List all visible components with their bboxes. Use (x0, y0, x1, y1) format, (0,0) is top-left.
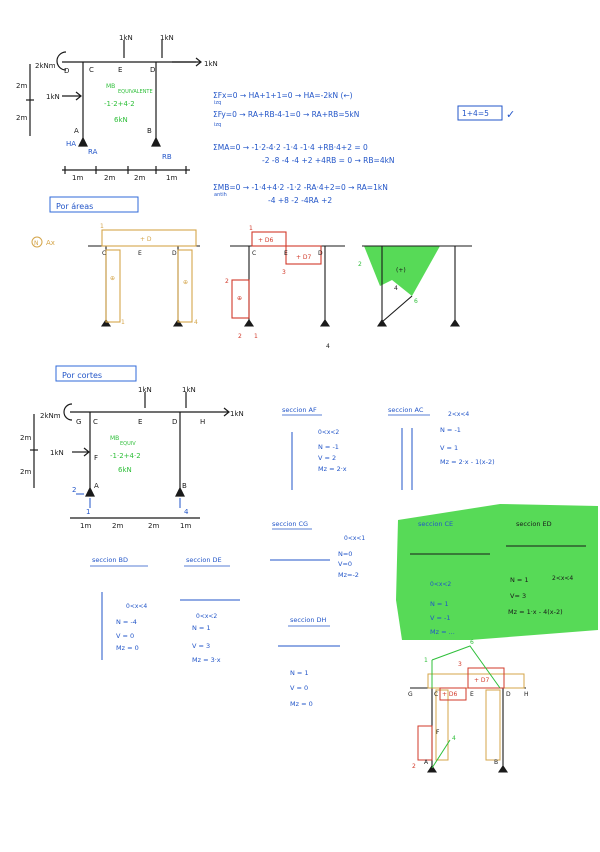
legend-n-label: Ax (46, 239, 55, 247)
frame2-green-1b: EQUIV (120, 441, 136, 447)
cut-ce-v: V = -1 (430, 614, 451, 622)
combined-label-6: 6 (470, 639, 474, 646)
frame2-dim-b2: 2m (112, 522, 124, 530)
v-label-2: 2 (225, 278, 229, 285)
frame1-labels (16, 34, 218, 182)
cut-af-n: N = -1 (318, 443, 339, 451)
v-bottom-2: 2 (238, 333, 242, 340)
m-label-sign: (+) (396, 267, 406, 274)
combined-node-f: F (436, 729, 440, 736)
frame2-node-c: C (93, 418, 98, 426)
v-label-3: 3 (282, 269, 286, 276)
m-label-4: 4 (394, 285, 398, 292)
frame1-green-1b: EQUIVALENTE (118, 89, 153, 95)
cut-ce-range: 0<x<2 (430, 581, 452, 588)
n-center-sign: + D (140, 236, 152, 243)
m-label-2: 2 (358, 261, 362, 268)
frame1-dim-h1: 2m (16, 82, 28, 90)
frame2-dim-b1: 1m (80, 522, 92, 530)
frame2-moment-label: 2kNm (40, 412, 61, 420)
combined-diagram (408, 639, 529, 772)
frame1-dim-b3: 2m (134, 174, 146, 182)
cut-dh-v: V = 0 (290, 684, 309, 692)
cut-ac-title: seccion AC (388, 406, 424, 414)
frame1-dim-h2: 2m (16, 114, 28, 122)
frame1-load-1: 1kN (119, 34, 133, 42)
cut-cg-title: seccion CG (272, 520, 309, 528)
frame1-load-left: 1kN (46, 93, 60, 101)
v-bottom-4: 4 (326, 343, 330, 350)
cut-dh-title: seccion DH (290, 616, 327, 624)
n-left-sign: ⊕ (110, 275, 116, 282)
cut-ac-v: V = 1 (440, 444, 459, 452)
combined-node-d: D (506, 691, 511, 698)
frame-2 (20, 386, 244, 530)
frame2-dim-b4: 1m (180, 522, 192, 530)
cut-de (180, 556, 240, 664)
frame1-node-a: A (74, 127, 79, 135)
axial-node-e: E (138, 250, 142, 257)
n-left-label: 1 (121, 319, 125, 326)
combined-label-right: + D7 (474, 677, 490, 684)
combined-label-4: 4 (452, 735, 456, 742)
cut-ac-m: Mz = 2·x - 1(x-2) (440, 458, 495, 466)
frame2-node-b: B (182, 482, 187, 490)
cut-ed-v: V= 3 (510, 592, 527, 600)
cut-cg-v: V=0 (338, 560, 353, 568)
frame2-green-1: MB (110, 435, 120, 442)
v-right-label: + D7 (296, 254, 312, 261)
v-box-label: + D6 (258, 237, 274, 244)
cut-ed-m: Mz = 1·x - 4(x-2) (508, 608, 563, 616)
cut-dh-m: Mz = 0 (290, 700, 313, 708)
frame1-node-e: E (118, 66, 123, 74)
frame1-ra: RA (88, 148, 98, 156)
cut-af-v: V = 2 (318, 454, 337, 462)
shear-node-c: C (252, 250, 257, 257)
combined-node-c: C (434, 691, 439, 698)
axial-node-d: D (172, 250, 177, 257)
frame1-moment-label: 2kNm (35, 62, 56, 70)
frame1-rb: RB (162, 153, 172, 161)
frame2-node-g: G (76, 418, 82, 426)
legend-n: N (34, 240, 39, 247)
combined-label-3: 3 (458, 661, 462, 668)
frame1-node-c: C (89, 66, 94, 74)
cut-ac (388, 406, 495, 490)
frame2-load-right: 1kN (230, 410, 244, 418)
combined-label-top: + D6 (442, 691, 458, 698)
eq-sum-ma-b: -2 -8 -4 -4 +2 +4RB = 0 → RB=4kN (262, 156, 395, 165)
n-top-label: 1 (100, 223, 104, 230)
combined-node-h: H (524, 691, 529, 698)
cut-af-m: Mz = 2·x (318, 465, 347, 473)
por-cortes-title: Por cortes (62, 371, 103, 380)
cut-ce-title: seccion CE (418, 520, 454, 528)
frame2-dim-h1: 2m (20, 434, 32, 442)
section-por-areas (32, 197, 138, 247)
shear-node-d: D (318, 250, 323, 257)
cut-ed-n: N = 1 (510, 576, 529, 584)
frame2-node-a: A (94, 482, 99, 490)
eq-check-box-text: 1+4=5 (462, 109, 489, 118)
cut-de-range: 0<x<2 (196, 613, 218, 620)
axial-node-c: C (102, 250, 107, 257)
combined-label-2: 2 (412, 763, 416, 770)
frame2-reaction-a: 1 (86, 508, 91, 516)
axial-diagram (88, 223, 200, 326)
frame2-dim-b3: 2m (148, 522, 160, 530)
v-bottom-1: 1 (254, 333, 258, 340)
eq-sum-mb-b: -4 +8 -2 -4RA +2 (268, 196, 333, 205)
eq-sum-fx: ΣFx=0 → HA+1+1=0 → HA=-2kN (←) (213, 91, 353, 100)
cut-bd-v: V = 0 (116, 632, 135, 640)
combined-label-1: 1 (424, 657, 428, 664)
cut-de-n: N = 1 (192, 624, 211, 632)
frame2-node-f: F (94, 454, 99, 462)
cut-de-v: V = 3 (192, 642, 211, 650)
cut-af (282, 406, 347, 490)
frame2-green-2: -1·2+4·2 (110, 452, 141, 460)
frame2-green-3: 6kN (118, 466, 132, 474)
combined-node-e: E (470, 691, 474, 698)
combined-node-a: A (424, 759, 429, 766)
cut-bd-title: seccion BD (92, 556, 128, 564)
eq-sum-fy-label: izq (214, 122, 222, 128)
frame1-node-dd: D (150, 66, 156, 74)
section-por-cortes (56, 366, 136, 381)
shear-node-e: E (284, 250, 288, 257)
cut-ce-n: N = 1 (430, 600, 449, 608)
cut-cg-n: N=0 (338, 550, 353, 558)
eq-check-mark: ✓ (506, 108, 516, 121)
combined-node-g: G (408, 691, 413, 698)
frame1-node-d: D (64, 67, 70, 75)
eq-sum-fx-label: izq (214, 100, 222, 106)
v-left-sign: ⊕ (237, 295, 243, 302)
moment-diagram (358, 246, 472, 326)
frame1-load-2: 1kN (160, 34, 174, 42)
frame2-reaction-b: 4 (184, 508, 189, 516)
frame2-load-left: 1kN (50, 449, 64, 457)
cut-bd-n: N = -4 (116, 618, 137, 626)
frame1-dim-b2: 2m (104, 174, 116, 182)
eq-sum-ma: ΣMA=0 → -1·2-4·2 -1·4 -1·4 +RB·4+2 = 0 (213, 143, 368, 152)
cut-dh-n: N = 1 (290, 669, 309, 677)
frame2-node-h: H (200, 418, 206, 426)
shear-diagram (225, 225, 345, 350)
cut-cg-m: Mz=-2 (338, 571, 359, 579)
cut-af-range: 0<x<2 (318, 429, 340, 436)
cut-ac-range: 2<x<4 (448, 411, 470, 418)
frame1-load-right: 1kN (204, 60, 218, 68)
m-label-6: 6 (414, 298, 418, 305)
v-top-label: 1 (249, 225, 253, 232)
combined-node-b: B (494, 759, 499, 766)
n-right-label: 4 (194, 319, 198, 326)
cut-af-title: seccion AF (282, 406, 317, 414)
frame1-dim-b4: 1m (166, 174, 178, 182)
frame2-load-2: 1kN (182, 386, 196, 394)
eq-sum-mb: ΣMB=0 → -1·4+4·2 -1·2 -RA·4+2=0 → RA=1kN (213, 183, 388, 192)
cut-de-title: seccion DE (186, 556, 222, 564)
frame1-green-2: -1·2+4·2 (104, 100, 135, 108)
frame2-node-d: D (172, 418, 178, 426)
n-right-sign: ⊕ (183, 279, 189, 286)
cut-ed-range: 2<x<4 (552, 575, 574, 582)
cut-cg-range: 0<x<1 (344, 535, 366, 542)
cut-de-m: Mz = 3·x (192, 656, 221, 664)
frame1-green-1: MB (106, 83, 116, 90)
cut-ac-n: N = -1 (440, 426, 461, 434)
frame1-dim-b1: 1m (72, 174, 84, 182)
cut-cg (270, 520, 365, 579)
equations (213, 91, 515, 205)
frame2-reaction-ha: 2 (72, 486, 77, 494)
frame2-load-1: 1kN (138, 386, 152, 394)
frame2-node-e: E (138, 418, 143, 426)
por-areas-title: Por áreas (56, 202, 94, 211)
frame1-node-b: B (147, 127, 152, 135)
cut-bd-range: 0<x<4 (126, 603, 148, 610)
cut-ed-title: seccion ED (516, 520, 552, 528)
cut-ce-m: Mz = ... (430, 628, 455, 636)
frame2-dim-h2: 2m (20, 468, 32, 476)
cut-bd (90, 556, 148, 660)
eq-sum-fy: ΣFy=0 → RA+RB-4-1=0 → RA+RB=5kN (213, 110, 360, 119)
cut-dh (278, 616, 340, 708)
cut-bd-m: Mz = 0 (116, 644, 139, 652)
eq-sum-mb-label: antih (214, 192, 227, 198)
frame1-ha: HA (66, 140, 77, 148)
frame1-green-3: 6kN (114, 116, 128, 124)
